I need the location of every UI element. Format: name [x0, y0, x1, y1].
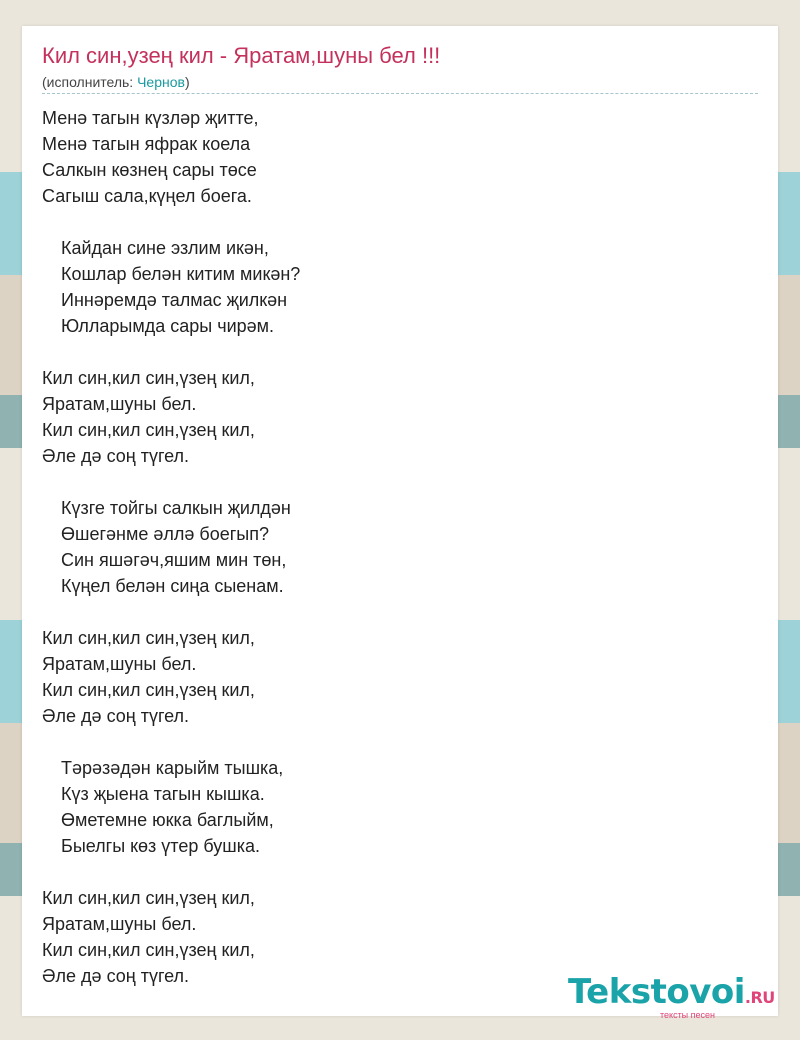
- stanza: [42, 105, 758, 209]
- lyric-line: Яратам,шуны бел.: [42, 914, 197, 934]
- lyric-line: Кил син,кил син,үзең кил,: [42, 368, 255, 388]
- lyrics-card: [22, 26, 778, 1020]
- lyric-line: Кил син,кил син,үзең кил,: [42, 940, 255, 960]
- lyric-line: Күзге тойгы салкын җилдән: [61, 498, 291, 518]
- lyric-line: Менә тагын күзләр җитте,: [42, 108, 259, 128]
- lyric-line: Күңел белән сиңа сыенам.: [61, 576, 284, 596]
- artist-suffix: ): [184, 74, 190, 90]
- lyric-line: Юлларымда сары чирәм.: [61, 316, 275, 336]
- stanza: [42, 365, 758, 469]
- stanza: [42, 755, 758, 859]
- logo-main-text: Tekstovoi: [568, 972, 745, 1012]
- lyric-line: Кил син,кил син,үзең кил,: [42, 888, 255, 908]
- lyric-line: Өшегәнме әллә боегып?: [61, 524, 269, 544]
- stanza: [42, 235, 758, 339]
- lyric-line: Тәрәзәдән карыйм тышка,: [61, 758, 284, 778]
- artist-prefix: (исполнитель:: [42, 74, 138, 90]
- lyric-line: Күз җыена тагын кышка.: [61, 784, 265, 804]
- logo-tld: .RU: [744, 988, 775, 1007]
- lyric-line: Әле дә соң түгел.: [42, 966, 190, 986]
- lyric-line: Менә тагын яфрак коела: [42, 134, 251, 154]
- stanza: [42, 495, 758, 599]
- lyric-line: Яратам,шуны бел.: [42, 654, 197, 674]
- title-divider: [42, 93, 758, 94]
- site-logo[interactable]: [568, 972, 778, 1018]
- lyric-line: Кил син,кил син,үзең кил,: [42, 628, 255, 648]
- song-title: Кил син,узең кил - Яратам,шуны бел !!!: [42, 43, 441, 68]
- lyric-line: Кил син,кил син,үзең кил,: [42, 420, 255, 440]
- lyric-line: Әле дә соң түгел.: [42, 446, 190, 466]
- lyric-line: Өметемне юкка баглыйм,: [61, 810, 274, 830]
- lyrics-body: [42, 105, 758, 1015]
- lyric-line: Кил син,кил син,үзең кил,: [42, 680, 255, 700]
- artist-link[interactable]: Чернов: [137, 74, 185, 90]
- lyric-line: Салкын көзнең сары төсе: [42, 160, 257, 180]
- artist-line: [42, 74, 190, 90]
- lyric-line: Кошлар белән китим микән?: [61, 264, 301, 284]
- logo-wordmark: [568, 972, 775, 1012]
- stanza: [42, 625, 758, 729]
- lyric-line: Сагыш сала,күңел боега.: [42, 186, 252, 206]
- lyric-line: Кайдан сине эзлим икән,: [61, 238, 269, 258]
- lyric-line: Әле дә соң түгел.: [42, 706, 190, 726]
- lyric-line: Син яшәгәч,яшим мин төн,: [61, 550, 287, 570]
- lyric-line: Быелгы көз үтер бушка.: [61, 836, 261, 856]
- lyric-line: Яратам,шуны бел.: [42, 394, 197, 414]
- lyric-line: Иннәремдә талмас җилкән: [61, 290, 288, 310]
- logo-tagline: тексты песен: [660, 1010, 716, 1020]
